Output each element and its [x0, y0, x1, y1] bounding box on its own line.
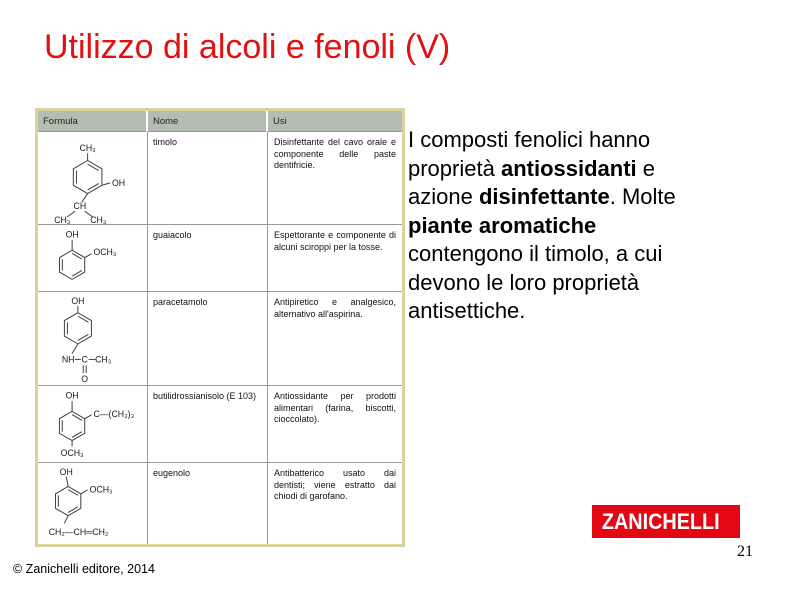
- svg-text:CH₃: CH₃: [54, 214, 71, 224]
- timolo-structure: [39, 133, 146, 224]
- body-paragraph: [408, 126, 780, 326]
- body-line: I composti fenolici hanno: [408, 127, 651, 152]
- body-line: piante aromatiche: [408, 212, 597, 238]
- usi-cell: Antiossidante per prodotti alimentari (farina, biscotti, cioccolato).: [268, 386, 402, 463]
- body-line: devono le loro proprietà: [408, 269, 640, 295]
- formula-cell-butilidrossianisolo: [38, 386, 148, 463]
- usi-cell: Antibatterico usato dai dentisti; viene estratto dai chiodi di garofano.: [274, 468, 396, 502]
- svg-text:CH₃: CH₃: [90, 214, 107, 224]
- compounds-table: [35, 108, 405, 547]
- usi-cell: Disinfettante del cavo orale e componente delle paste dentifricie.: [268, 132, 402, 225]
- col-header-usi: Usi: [268, 111, 402, 132]
- svg-text:OH: OH: [111, 177, 126, 188]
- guaiacolo-structure: [39, 226, 146, 291]
- svg-text:OH: OH: [71, 295, 85, 306]
- svg-text:OH: OH: [65, 229, 79, 240]
- usi-cell: Antipiretico e analgesico, alternativo all'aspirina.: [268, 292, 402, 386]
- butilidrossianisolo-structure: [39, 387, 146, 462]
- formula-cell-eugenolo: [38, 463, 148, 544]
- svg-text:OCH₃: OCH₃: [89, 484, 113, 495]
- svg-text:C—(CH₃)₃: C—(CH₃)₃: [93, 408, 135, 419]
- col-header-formula: Formula: [38, 111, 148, 132]
- svg-text:OH: OH: [59, 466, 73, 477]
- svg-text:OH: OH: [65, 390, 79, 401]
- svg-text:OCH₃: OCH₃: [60, 447, 84, 458]
- page-title: Utilizzo di alcoli e fenoli (V): [44, 28, 451, 66]
- nome-cell: paracetamolo: [148, 292, 268, 386]
- svg-text:CH: CH: [73, 200, 87, 211]
- eugenolo-structure: [39, 464, 146, 543]
- col-header-nome: Nome: [148, 111, 268, 132]
- nome-cell: eugenolo: [148, 463, 268, 544]
- svg-text:CH₃: CH₃: [95, 353, 112, 364]
- body-line: contengono il timolo, a cui: [408, 241, 663, 266]
- svg-text:OCH₃: OCH₃: [93, 246, 117, 257]
- zanichelli-logo: [592, 505, 740, 538]
- nome-cell: timolo: [148, 132, 268, 225]
- formula-cell-timolo: [38, 132, 148, 225]
- usi-cell: Espettorante e componente di alcuni sciroppi per la tosse.: [268, 225, 402, 292]
- nome-cell: guaiacolo: [148, 225, 268, 292]
- svg-text:NH: NH: [61, 353, 75, 364]
- zanichelli-logo-text: ZANICHELLI: [601, 508, 720, 534]
- page-number: 21: [737, 543, 753, 560]
- copyright-text: © Zanichelli editore, 2014: [13, 562, 155, 576]
- svg-text:CH₂—CH═CH₂: CH₂—CH═CH₂: [48, 527, 109, 538]
- body-line: azione disinfettante. Molte: [408, 184, 676, 209]
- paracetamolo-structure: [39, 293, 146, 385]
- svg-text:O: O: [81, 373, 89, 384]
- formula-cell-guaiacolo: [38, 225, 148, 292]
- svg-text:C: C: [81, 353, 88, 364]
- nome-cell: butilidrossianisolo (E 103): [148, 386, 268, 463]
- svg-text:CH₃: CH₃: [79, 142, 96, 153]
- body-line: proprietà antiossidanti e: [408, 155, 655, 181]
- body-line: antisettiche.: [408, 298, 526, 323]
- formula-cell-paracetamolo: [38, 292, 148, 386]
